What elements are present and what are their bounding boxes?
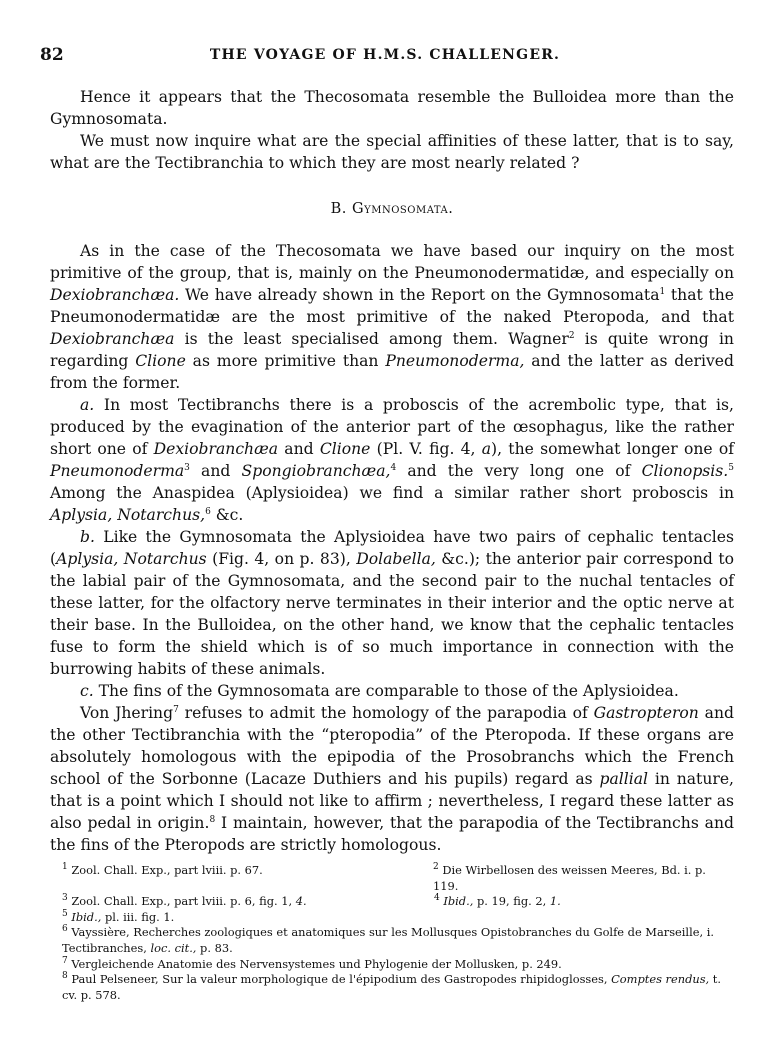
footnote-ref: 5: [728, 462, 734, 473]
paragraph-5: b. Like the Gymnosomata the Aplysioidea have two pairs of cephalic tentacles (Aplysia, Notarchus (Fig. 4, on p. 83), Dolabella, &c.); the anterior pair correspond to the labial pair of the Gymnosomata, and the second pair to the nuchal tentacles of these latter, for the olfactory nerve terminates in their interior and the optic nerve at their base. In the Bulloidea, on the other hand, we know that the cephalic tentacles fuse to form the shield which is of so much importance in connection with the burrowing habits of these animals.: [50, 528, 735, 678]
section-heading: [50, 198, 734, 220]
page-number: 82: [40, 45, 64, 65]
footnote-6: $^6$ Vayssière, Recherches zoologiques et anatomiques sur les Mollusques Opistobranches du Golfe de Marseille, i. Tectibranches, loc. cit., p. 83.: [62, 924, 714, 955]
footnote-ref: 8: [209, 814, 216, 825]
section-heading-title: Gymnosomata.: [352, 201, 454, 217]
paragraph-6: c. The fins of the Gymnosomata are comparable to those of the Aplysioidea.: [80, 682, 679, 700]
footnotes: [50, 863, 734, 1003]
footnote-ref: 1: [659, 286, 666, 297]
footnote-ref: 6: [205, 506, 211, 517]
footnote-7: $^7$ Vergleichende Anatomie des Nervensystemes und Phylogenie der Mollusken, p. 249.: [62, 955, 562, 971]
footnote-row: [50, 894, 734, 910]
footnote-3: $^3$ Zool. Chall. Exp., part lviii. p. 6, fig. 1, 4.: [62, 893, 307, 909]
footnote-5: $^5$ Ibid., pl. iii. fig. 1.: [62, 908, 175, 924]
page-header: [40, 45, 730, 67]
running-head: THE VOYAGE OF H.M.S. CHALLENGER.: [209, 47, 561, 63]
footnote-row: [50, 863, 734, 894]
footnote-4: $^4$ Ibid., p. 19, fig. 2, 1.: [434, 893, 561, 909]
section-heading-letter: B.: [330, 201, 353, 217]
footnote-ref: 2: [568, 330, 575, 341]
paragraph-7: Von Jhering$^7$ refuses to admit the homology of the parapodia of Gastropteron and the other Tectibranchia with the “pteropodia” of the Pteropoda. If these organs are absolutely homologous with the epipodia of the Prosobranchs which the French school of the Sorbonne (Lacaze Duthiers and his pupils) regard as pallial in nature, that is a point which I should not like to affirm ; nevertheless, I regard these latter as also pedal in origin.$^8$ I maintain, however, that the parapodia of the Tectibranchs and the fins of the Pteropods are strictly homologous.: [50, 704, 735, 854]
footnote-1: $^1$ Zool. Chall. Exp., part lviii. p. 67.: [62, 862, 263, 877]
footnote-ref: 3: [184, 462, 190, 473]
footnote-2: $^2$ Die Wirbellosen des weissen Meeres, Bd. i. p. 119.: [432, 862, 706, 893]
footnote-8: $^8$ Paul Pelseneer, Sur la valeur morphologique de l'épipodium des Gastropodes rhipidoglosses, Comptes rendus, t. cv. p. 578.: [62, 971, 721, 1002]
paragraph-2: We must now inquire what are the special affinities of these latter, that is to say, what are the Tectibranchia to which they are most nearly related ?: [50, 132, 734, 172]
paragraph-1: Hence it appears that the Thecosomata resemble the Bulloidea more than the Gymnosomata.: [50, 88, 734, 128]
body-text: [50, 86, 734, 856]
footnote-ref: 4: [390, 462, 397, 473]
paragraph-4: a. In most Tectibranchs there is a proboscis of the acrembolic type, that is, produced by the evagination of the anterior part of the œsophagus, like the rather short one of Dexiobranchæa and Clione (Pl. V. fig. 4, a), the somewhat longer one of Pneumonoderma$^3$ and Spongiobranchæa,$^4$ and the very long one of Clionopsis.$^5$ Among the Anaspidea (Aplysioidea) we find a similar rather short proboscis in Aplysia, Notarchus,$^6$ &c.: [50, 396, 734, 524]
footnote-ref: 7: [173, 704, 179, 715]
paragraph-3: As in the case of the Thecosomata we have based our inquiry on the most primitive of the group, that is, mainly on the Pneumonodermatidæ, and especially on Dexiobranchæa. We have already shown in the Report on the Gymnosomata$^1$ that the Pneumonodermatidæ are the most primitive of the naked Pteropoda, and that Dexiobranchæa is the least specialised among them. Wagner$^2$ is quite wrong in regarding Clione as more primitive than Pneumonoderma, and the latter as derived from the former.: [50, 242, 734, 392]
